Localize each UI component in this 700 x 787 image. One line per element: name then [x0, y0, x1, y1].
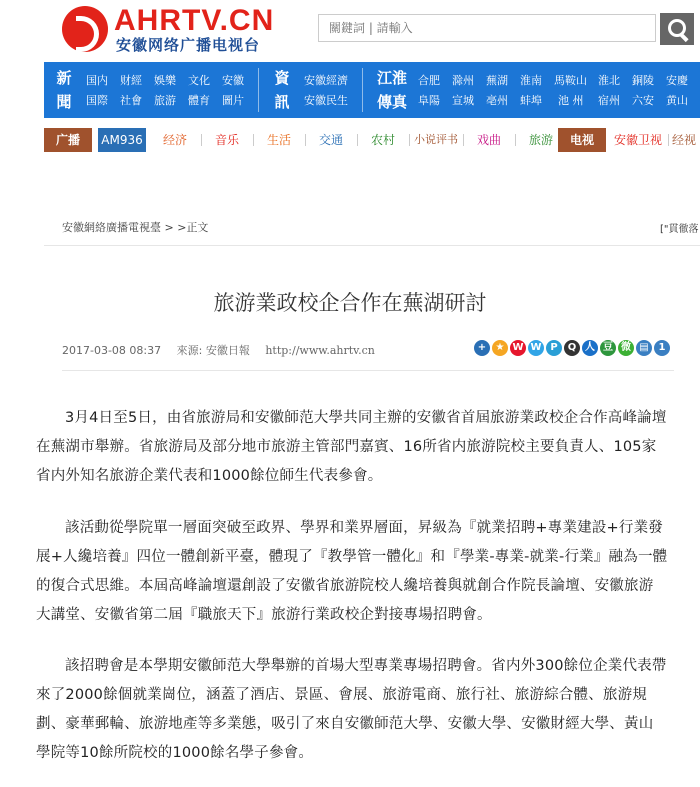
- broadcast-am936[interactable]: AM936: [98, 128, 146, 152]
- broadcast-title[interactable]: 广播: [44, 128, 92, 152]
- tv-item-jingshi[interactable]: 经视: [672, 133, 697, 147]
- search-input[interactable]: [318, 14, 656, 42]
- nav-item-huangshan[interactable]: 黄山: [666, 94, 688, 107]
- article-paragraph-3: 該招聘會是本學期安徽師范大學舉辦的首場大型專業專場招聘會。省内外300餘位企業代表帶來了2000餘個就業崗位，涵蓋了酒店、景區、會展、旅游電商、旅行社、旅游綜合體、旅游規劃、豪華郵輪、旅游地產等多業態，吸引了來自安徽師范大學、安徽大學、安徽財經大學、黃山學院等10餘所院校的1000餘名學子參會。: [36, 658, 667, 761]
- douban-icon[interactable]: 豆: [600, 340, 616, 356]
- article-date: 2017-03-08 08:37: [62, 344, 162, 357]
- nav-item-bengbu[interactable]: 蚌埠: [520, 94, 542, 107]
- broadcast-item-travel[interactable]: 旅游: [528, 133, 553, 147]
- breadcrumb-home[interactable]: 安徽網絡廣播電視臺: [62, 221, 161, 234]
- nav-item-chizhou[interactable]: 池 州: [558, 94, 584, 107]
- article-paragraph-1: 3月4日至5日，由省旅游局和安徽師范大學共同主辦的安徽省首屆旅游業政校企合作高峰論壇在蕪湖市舉辦。省旅游局及部分地市旅游主管部門嘉賓、16所省内旅游院校主要負責人、105家省内外知名旅游企業代表和1000餘位師生代表參會。: [36, 410, 667, 484]
- tencent-weibo-icon[interactable]: W: [528, 340, 544, 356]
- nav-item-anhui[interactable]: 安徽: [222, 74, 244, 87]
- nav-item-tongling[interactable]: 銅陵: [632, 74, 654, 87]
- logo-icon[interactable]: [62, 6, 108, 52]
- print-icon[interactable]: ▤: [636, 340, 652, 356]
- main-nav: [44, 62, 700, 118]
- breadcrumb-current: 正文: [186, 221, 209, 234]
- nav-item-society[interactable]: 社會: [120, 94, 142, 107]
- nav-item-domestic[interactable]: 国内: [86, 74, 108, 87]
- breadcrumb-right-link[interactable]: ["貫徹落: [660, 224, 699, 235]
- nav-item-fuyang[interactable]: 阜陽: [418, 94, 440, 107]
- qq-icon[interactable]: Q: [564, 340, 580, 356]
- nav-title-local[interactable]: 江淮傳真: [376, 69, 407, 111]
- divider: [62, 370, 674, 371]
- broadcast-item-rural[interactable]: 农村: [370, 133, 395, 147]
- article-meta: [62, 344, 387, 358]
- logo-text[interactable]: AHRTV.CN: [114, 4, 275, 37]
- logo-subtitle: 安徽网络广播电视台: [116, 36, 261, 54]
- nav-item-maanshan[interactable]: 馬鞍山: [554, 74, 587, 87]
- nav-title-news[interactable]: 新聞: [56, 69, 72, 111]
- breadcrumb: [62, 221, 208, 235]
- nav-group-info: [264, 62, 364, 118]
- qzone-star-icon[interactable]: ★: [492, 340, 508, 356]
- weibo-icon[interactable]: W: [510, 340, 526, 356]
- tv-title[interactable]: 电视: [558, 128, 606, 152]
- nav-item-luan[interactable]: 六安: [632, 94, 654, 107]
- nav-item-bozhou[interactable]: 亳州: [486, 94, 508, 107]
- nav-item-chuzhou[interactable]: 滁州: [452, 74, 474, 87]
- broadcast-item-life[interactable]: 生活: [266, 133, 291, 147]
- wechat-icon[interactable]: 微: [618, 340, 634, 356]
- nav-item-finance[interactable]: 财經: [120, 74, 142, 87]
- broadcast-item-music[interactable]: 音乐: [214, 133, 239, 147]
- nav-item-travel[interactable]: 旅游: [154, 94, 176, 107]
- article-url[interactable]: http://www.ahrtv.cn: [265, 344, 375, 357]
- nav-item-huainan[interactable]: 淮南: [520, 74, 542, 87]
- nav-item-photos[interactable]: 圖片: [222, 94, 244, 107]
- nav-item-hefei[interactable]: 合肥: [418, 74, 440, 87]
- nav-item-suzhou[interactable]: 宿州: [598, 94, 620, 107]
- nav-title-info[interactable]: 資訊: [274, 69, 290, 111]
- broadcast-item-economy[interactable]: 经济: [162, 133, 187, 147]
- nav-item-culture[interactable]: 文化: [188, 74, 210, 87]
- nav-item-wuhu[interactable]: 蕪湖: [486, 74, 508, 87]
- share-count-icon[interactable]: 1: [654, 340, 670, 356]
- nav-item-huaibei[interactable]: 淮北: [598, 74, 620, 87]
- renren-icon[interactable]: 人: [582, 340, 598, 356]
- nav-item-ent[interactable]: 娛樂: [154, 74, 176, 87]
- broadcast-item-opera[interactable]: 戏曲: [476, 133, 501, 147]
- nav-group-news: [44, 62, 254, 118]
- nav-item-anqing[interactable]: 安慶: [666, 74, 688, 87]
- nav-item-livelihood[interactable]: 安徽民生: [304, 94, 348, 107]
- broadcast-item-storytelling[interactable]: 小说评书: [414, 133, 458, 146]
- tv-item-ahtv[interactable]: 安徽卫视: [613, 133, 662, 147]
- nav-item-intl[interactable]: 国際: [86, 94, 108, 107]
- nav-item-sports[interactable]: 體育: [188, 94, 210, 107]
- divider: [44, 245, 700, 246]
- pengyou-icon[interactable]: P: [546, 340, 562, 356]
- broadcast-item-traffic[interactable]: 交通: [318, 133, 343, 147]
- search-button[interactable]: [660, 13, 694, 45]
- nav-item-xuancheng[interactable]: 宣城: [452, 94, 474, 107]
- breadcrumb-separator: > >: [161, 221, 187, 234]
- nav-item-economy[interactable]: 安徽經濟: [304, 74, 348, 87]
- article-source: 來源: 安徽日報: [176, 344, 250, 357]
- article-paragraph-2: 該活動從學院單一層面突破至政界、學界和業界層面，昇級為『就業招聘+專業建設+行業發展+人纔培養』四位一體創新平臺，體現了『教學管一體化』和『學業-專業-就業-行業』融為一體的復合式思維。本屆高峰論壇還創設了安徽省旅游院校人纔培養與就創合作院長論壇、安徽旅游大講堂、安徽省第二屆『職旅天下』旅游行業政校企對接專場招聘會。: [36, 520, 668, 623]
- share-plus-icon[interactable]: +: [474, 340, 490, 356]
- article-title: 旅游業政校企合作在蕪湖研討: [213, 291, 487, 315]
- broadcast-bar: [44, 128, 700, 152]
- nav-group-local: [366, 62, 700, 118]
